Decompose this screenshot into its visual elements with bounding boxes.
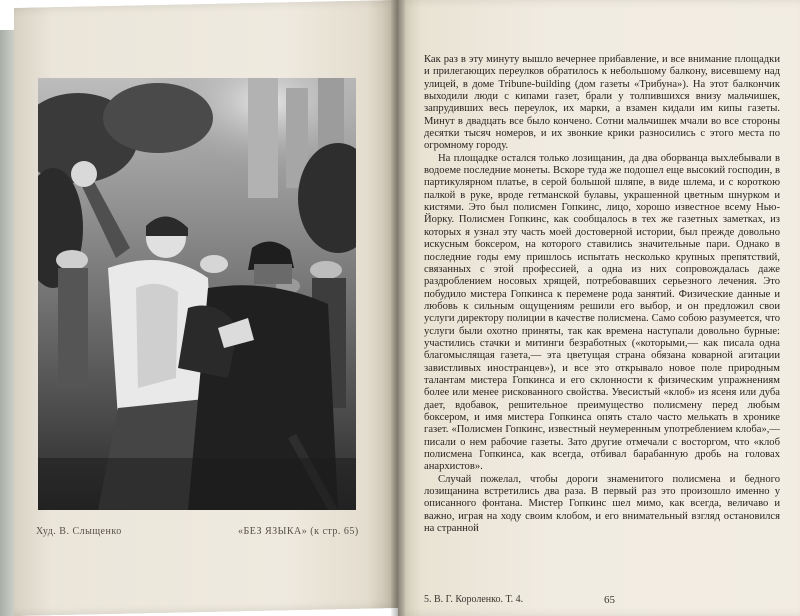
illustration-picture [38,78,356,510]
illustration-plate [38,78,356,510]
page-number: 65 [604,594,615,606]
paragraph-2: На площадке остался только лозищанин, да два оборванца выхлебывали в водоеме последние монеты. Вскоре туда же подошел еще высокий господин, в партикулярном платье, в серой большой шляпе, в виде шлема, и с короткою палкой в руке, вроде гетманской булавы, украшенной цветным шнурком и кистями. Это был полисмен Гопкинс, лицо, хорошо известное всему Нью-Йорку. Полисмен Гопкинс, как сообщалось в тех же газетных заметках, из которых я узнал эту часть моей достоверной истории, был прежде довольно искусным боксером, на которого ставились значительные пари. Однако в последние годы ему пришлось испытать несколько крупных препятствий, связанных с этой профессией, а одна из них сопровождалась даже раздроблением носовых хрящей, потребовавших серьезного лечения. Это побудило мистера Гопкинса к перемене рода занятий. Физические данные и любовь к сильным ощущениям решили его выбор, и он предложил свои услуги директору полиции в качестве полисмена. Само собою разумеется, что услуги были охотно приняты, так как времена наступали довольно бурные: участились стачки и митинги безработных («которыми,— как писала одна благомыслящая газета,— эта цветущая страна обязана коварной агитации завистливых иностранцев»), и все это открывало новое поле природным талантам мистера Гопкинса и его склонности к физическим упражнениям более или менее рискованного свойства. Увесистый «клоб» из ясеня или дуба дает, вдобавок, решительное преимущество полисмену перед любым боксером, и имя мистера Гопкинса опять стало часто мелькать в хронике газет. «Полисмен Гопкинс, известный неумеренным употреблением клоба»,— писали о нем рабочие газеты. Зато другие отмечали с восторгом, что «клоб полисмена Гопкинса, как всегда, отбивал барабанную дробь на головах анархистов». [424,152,780,473]
paragraph-1: Как раз в эту минуту вышло вечернее прибавление, и все внимание площадки и прилегающих переулков обратилось к небольшому балкону, висевшему над улицей, в доме Tribune-building (дом газеты «Трибуна»). На этот балкончик выходили люди с кипами газет, брали у толпившихся внизу мальчишек, запрудивших весь переулок, их марки, а взамен кидали им кипы газеты. Минут в двадцать все было кончено. Сотни мальчишек мчали во все стороны десятки тысяч номеров, и их звонкие крики разносились с этого места по огромному городу. [424,54,780,152]
paragraph-3: Случай пожелал, чтобы дороги знаменитого полисмена и бедного лозищанина встретились два раза. В первый раз это произошло именно у описанного фонтана. Мистер Гопкинс шел мимо, как всегда, величаво и важно, играя на ходу своим клобом, и его внимательный взгляд остановился на странной [424,473,780,535]
illustration-caption: «БЕЗ ЯЗЫКА» (к стр. 65) [238,526,359,537]
page-text [424,54,780,535]
book-gutter [391,0,405,616]
printer-signature: 5. В. Г. Короленко. Т. 4. [424,594,524,605]
illustration-credit: Худ. В. Слыщенко [36,526,122,537]
